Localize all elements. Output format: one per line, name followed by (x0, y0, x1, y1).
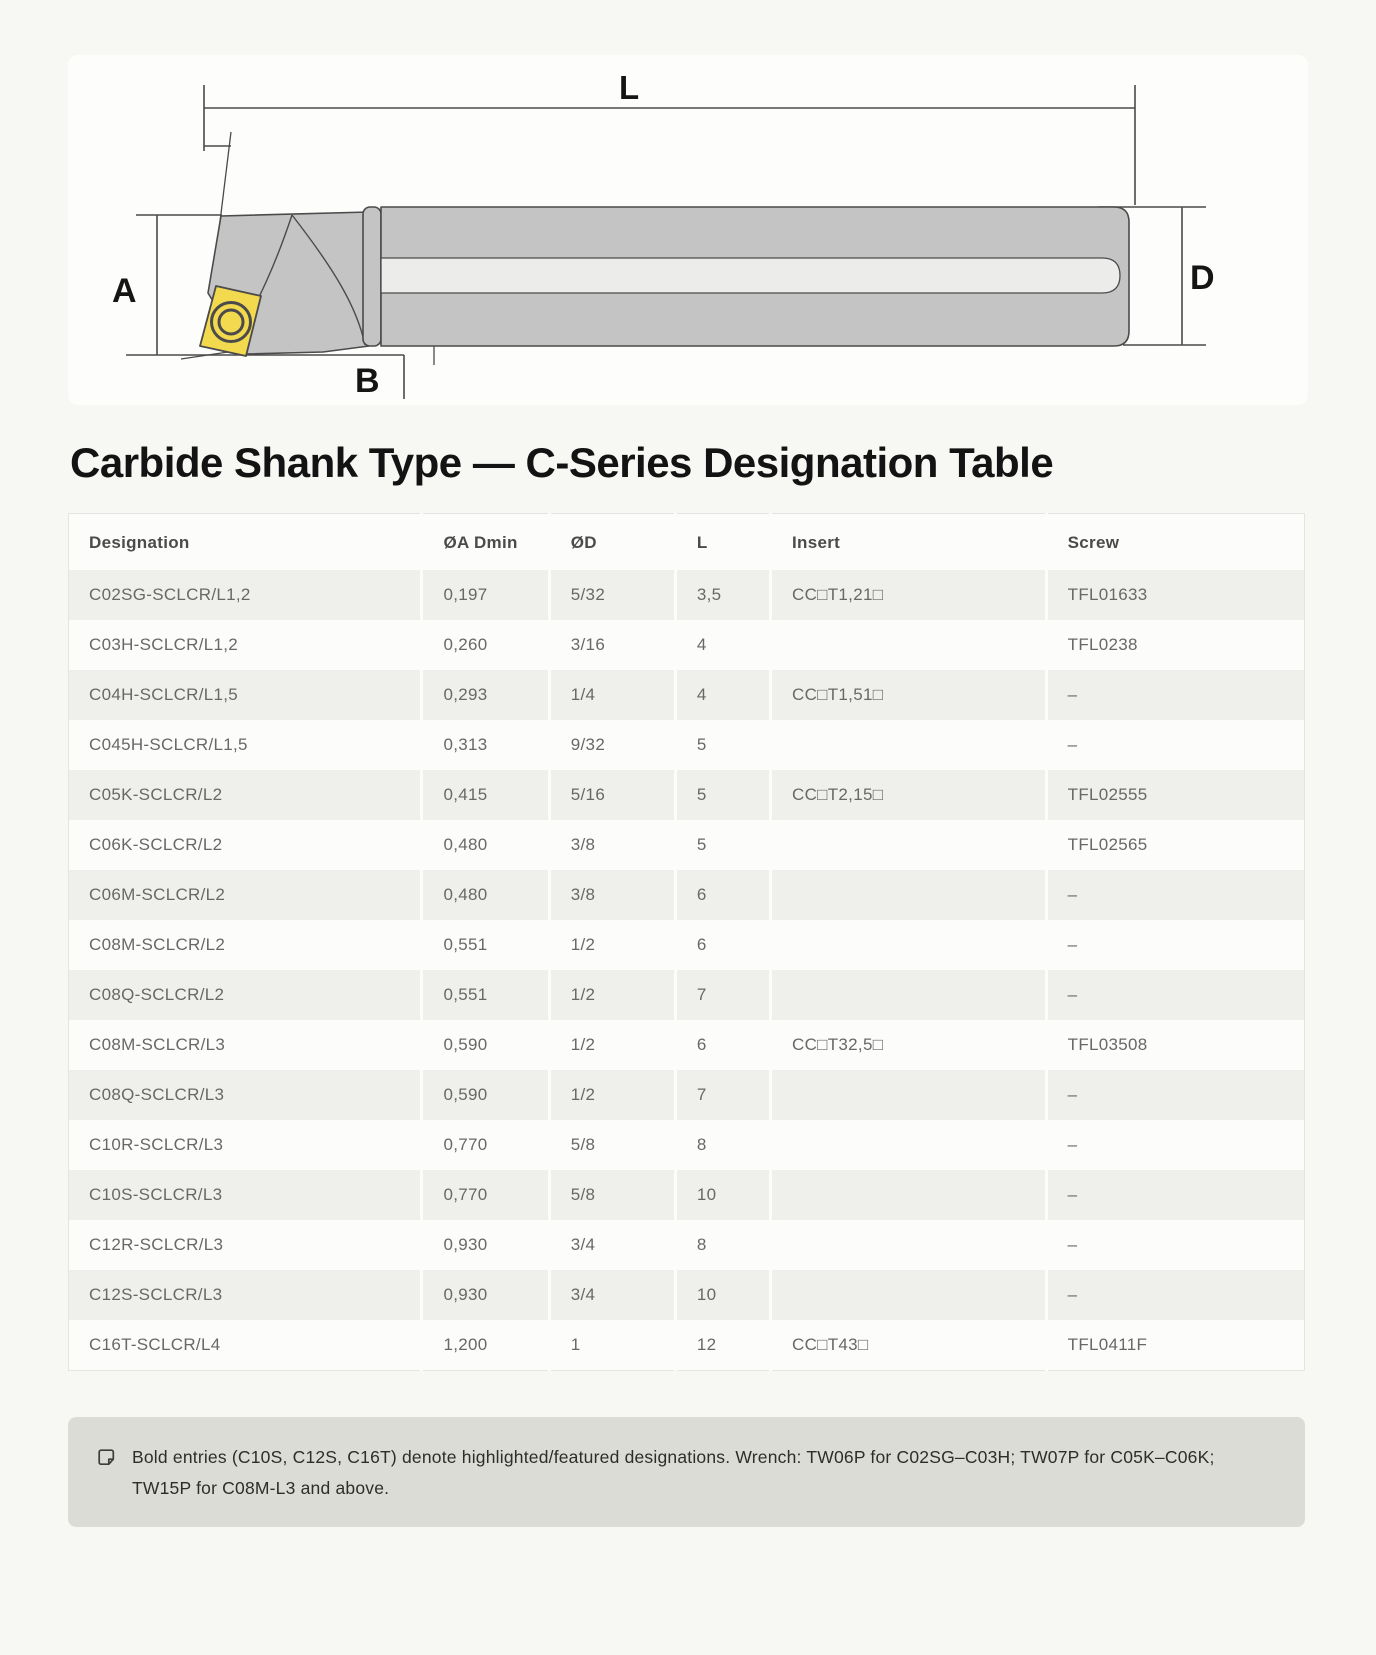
table-row (69, 920, 1305, 970)
cell-od: 1/2 (549, 1020, 675, 1070)
cell-designation: C12S-SCLCR/L3 (69, 1270, 422, 1320)
cell-l: 6 (675, 870, 770, 920)
table-row (69, 1320, 1305, 1371)
cell-screw: TFL0411F (1046, 1320, 1304, 1371)
table-header-row (69, 514, 1305, 571)
cell-oa-dmin: 0,551 (422, 970, 549, 1020)
shank-collar (363, 207, 381, 346)
footnote-text: Bold entries (C10S, C12S, C16T) denote highlighted/featured designations. Wrench: TW06P for C02SG–C03H; TW07P for C05K–C06K; TW15P for C08M-L3 and above. (132, 1447, 1215, 1498)
boring-bar-diagram (68, 55, 1308, 405)
cell-oa-dmin: 0,415 (422, 770, 549, 820)
col-header-insert: Insert (771, 514, 1047, 571)
cell-screw: – (1046, 970, 1304, 1020)
cell-od: 5/32 (549, 570, 675, 620)
cell-oa-dmin: 0,770 (422, 1170, 549, 1220)
cell-l: 5 (675, 720, 770, 770)
cell-l: 6 (675, 1020, 770, 1070)
cell-insert (771, 870, 1047, 920)
cell-l: 7 (675, 1070, 770, 1120)
cell-oa-dmin: 0,260 (422, 620, 549, 670)
table-row (69, 870, 1305, 920)
cell-l: 5 (675, 820, 770, 870)
cell-od: 5/16 (549, 770, 675, 820)
cell-oa-dmin: 0,930 (422, 1220, 549, 1270)
cell-oa-dmin: 0,590 (422, 1070, 549, 1120)
cell-l: 10 (675, 1270, 770, 1320)
cell-screw: TFL02565 (1046, 820, 1304, 870)
cell-screw: – (1046, 1270, 1304, 1320)
cell-screw: – (1046, 1220, 1304, 1270)
cell-l: 3,5 (675, 570, 770, 620)
dim-label-D: D (1190, 259, 1215, 297)
cell-designation: C12R-SCLCR/L3 (69, 1220, 422, 1270)
cell-oa-dmin: 0,293 (422, 670, 549, 720)
col-header-designation: Designation (89, 533, 190, 552)
cell-l: 7 (675, 970, 770, 1020)
col-header-screw: Screw (1046, 514, 1304, 571)
cell-od: 1 (549, 1320, 675, 1371)
cell-designation: C02SG-SCLCR/L1,2 (69, 570, 422, 620)
table-body (69, 570, 1305, 1371)
table-row (69, 1120, 1305, 1170)
cell-designation: C08M-SCLCR/L2 (69, 920, 422, 970)
cell-oa-dmin: 0,313 (422, 720, 549, 770)
cell-l: 12 (675, 1320, 770, 1371)
cell-designation: C045H-SCLCR/L1,5 (69, 720, 422, 770)
cell-l: 4 (675, 670, 770, 720)
cell-screw: – (1046, 1070, 1304, 1120)
cell-screw: – (1046, 920, 1304, 970)
page-title: Carbide Shank Type — C-Series Designation Table (70, 439, 1054, 486)
cell-od: 3/4 (549, 1220, 675, 1270)
cell-od: 1/2 (549, 1070, 675, 1120)
table-row (69, 1270, 1305, 1320)
table-row (69, 1020, 1305, 1070)
cell-insert (771, 1170, 1047, 1220)
table-row (69, 1070, 1305, 1120)
cell-insert (771, 970, 1047, 1020)
cell-insert: CC□T43□ (771, 1320, 1047, 1371)
dim-label-A: A (112, 272, 137, 310)
cell-oa-dmin: 0,770 (422, 1120, 549, 1170)
cell-oa-dmin: 0,590 (422, 1020, 549, 1070)
cell-designation: C08M-SCLCR/L3 (69, 1020, 422, 1070)
cell-l: 8 (675, 1220, 770, 1270)
cell-insert: CC□T2,15□ (771, 770, 1047, 820)
cell-od: 3/4 (549, 1270, 675, 1320)
tool-diagram-card (68, 55, 1308, 405)
cell-oa-dmin: 0,480 (422, 870, 549, 920)
table-row (69, 670, 1305, 720)
dim-label-L: L (619, 69, 640, 106)
table-row (69, 1170, 1305, 1220)
cell-insert (771, 1270, 1047, 1320)
cell-designation: C05K-SCLCR/L2 (69, 770, 422, 820)
cell-oa-dmin: 0,197 (422, 570, 549, 620)
cell-insert (771, 1120, 1047, 1170)
cell-od: 3/8 (549, 870, 675, 920)
cell-od: 3/16 (549, 620, 675, 670)
page-content (68, 55, 1308, 1527)
cell-designation: C03H-SCLCR/L1,2 (69, 620, 422, 670)
cell-designation: C06K-SCLCR/L2 (69, 820, 422, 870)
col-header-od: ØD (549, 514, 675, 571)
cell-od: 5/8 (549, 1170, 675, 1220)
cell-designation: C10R-SCLCR/L3 (69, 1120, 422, 1170)
table-row (69, 720, 1305, 770)
cell-screw: TFL02555 (1046, 770, 1304, 820)
designation-table (68, 513, 1305, 1371)
footnote-panel (68, 1417, 1305, 1527)
cell-l: 5 (675, 770, 770, 820)
cell-designation: C10S-SCLCR/L3 (69, 1170, 422, 1220)
cell-insert (771, 720, 1047, 770)
col-header-l: L (675, 514, 770, 571)
shank-stripe (381, 258, 1120, 293)
table-row (69, 970, 1305, 1020)
cell-insert: CC□T1,21□ (771, 570, 1047, 620)
cell-screw: – (1046, 870, 1304, 920)
cell-screw: – (1046, 670, 1304, 720)
cell-designation: C06M-SCLCR/L2 (69, 870, 422, 920)
cell-insert (771, 820, 1047, 870)
cell-insert (771, 1220, 1047, 1270)
cell-l: 4 (675, 620, 770, 670)
cell-l: 8 (675, 1120, 770, 1170)
note-icon (96, 1447, 117, 1468)
cell-designation: C08Q-SCLCR/L2 (69, 970, 422, 1020)
cell-screw: TFL0238 (1046, 620, 1304, 670)
cell-insert (771, 1070, 1047, 1120)
cell-designation: C16T-SCLCR/L4 (69, 1320, 422, 1371)
cell-od: 5/8 (549, 1120, 675, 1170)
cell-od: 9/32 (549, 720, 675, 770)
cell-screw: – (1046, 1170, 1304, 1220)
cell-oa-dmin: 1,200 (422, 1320, 549, 1371)
table-row (69, 570, 1305, 620)
table-row (69, 770, 1305, 820)
cell-oa-dmin: 0,480 (422, 820, 549, 870)
table-row (69, 820, 1305, 870)
cell-od: 1/2 (549, 920, 675, 970)
table-row (69, 620, 1305, 670)
cell-oa-dmin: 0,930 (422, 1270, 549, 1320)
cell-od: 1/4 (549, 670, 675, 720)
cell-insert: CC□T32,5□ (771, 1020, 1047, 1070)
cell-insert (771, 920, 1047, 970)
cell-oa-dmin: 0,551 (422, 920, 549, 970)
cell-screw: TFL01633 (1046, 570, 1304, 620)
dim-label-B: B (355, 362, 380, 400)
cell-l: 6 (675, 920, 770, 970)
table-row (69, 1220, 1305, 1270)
cell-screw: – (1046, 1120, 1304, 1170)
cell-screw: – (1046, 720, 1304, 770)
col-header-oa-dmin: ØA Dmin (422, 514, 549, 571)
cell-insert (771, 620, 1047, 670)
cell-l: 10 (675, 1170, 770, 1220)
cell-insert: CC□T1,51□ (771, 670, 1047, 720)
cell-screw: TFL03508 (1046, 1020, 1304, 1070)
cell-designation: C08Q-SCLCR/L3 (69, 1070, 422, 1120)
cell-designation: C04H-SCLCR/L1,5 (69, 670, 422, 720)
cell-od: 3/8 (549, 820, 675, 870)
cell-od: 1/2 (549, 970, 675, 1020)
tool-body (200, 207, 1129, 356)
